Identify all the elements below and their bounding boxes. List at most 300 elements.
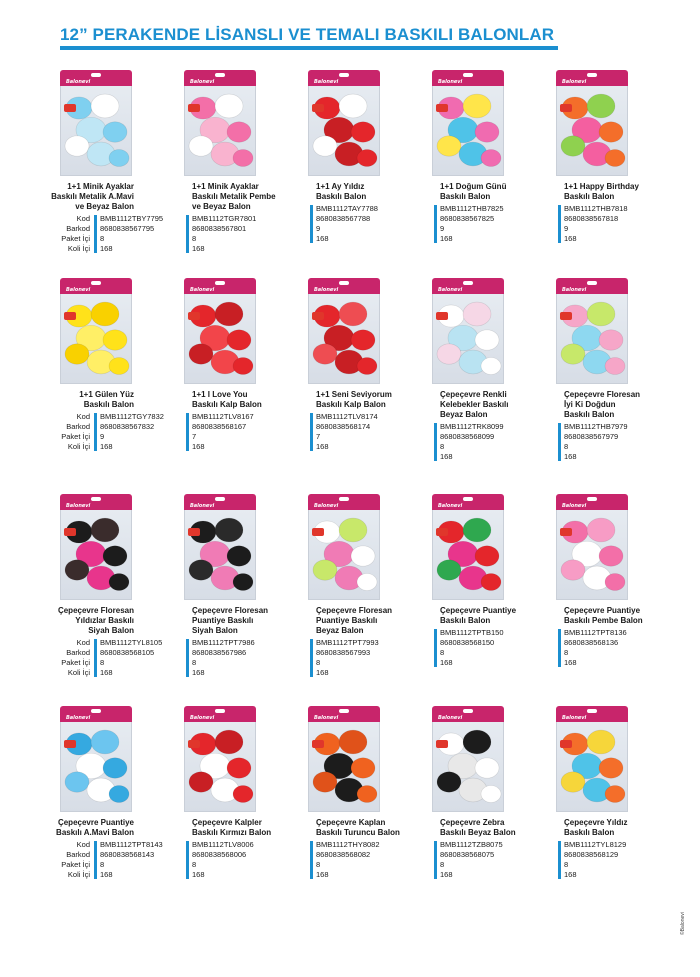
spec-value-koli: 168 — [100, 442, 113, 451]
package-sticker — [312, 312, 324, 320]
product-name-line: Baskılı Balon — [440, 616, 491, 625]
product-package-image — [308, 706, 380, 812]
product-name-line: Puantiye Baskılı — [316, 616, 378, 625]
spec-accent-bar — [94, 215, 97, 253]
balloon-shape — [109, 574, 129, 591]
product-package-image — [184, 494, 256, 600]
hang-hole — [215, 709, 225, 713]
package-sticker — [64, 528, 76, 536]
spec-accent-bar — [186, 841, 189, 879]
spec-value-paket: 8 — [440, 442, 445, 451]
balloon-shape — [227, 546, 251, 566]
spec-value-kod: BMB1112TZB8075 — [440, 840, 503, 849]
spec-value-paket: 9 — [316, 224, 321, 233]
spec-value-paket: 8 — [440, 648, 445, 657]
spec-values — [100, 214, 163, 254]
package-header — [432, 706, 504, 722]
product-name-line: Baskılı Pembe Balon — [564, 616, 643, 625]
balloon-shape — [481, 574, 501, 591]
balloons-illustration — [309, 86, 379, 174]
product-package-image — [556, 706, 628, 812]
product-name-line: Baskılı Kalp Balon — [192, 400, 262, 409]
product-name-line: Siyah Balon — [88, 626, 134, 635]
spec-value-paket: 8 — [100, 860, 105, 869]
spec-value-barkod: 8680838567795 — [100, 224, 155, 233]
spec-value-paket: 7 — [316, 432, 321, 441]
package-sticker — [436, 312, 448, 320]
spec-values — [440, 840, 503, 880]
spec-value-kod: BMB1112TPT8136 — [564, 628, 627, 637]
spec-value-paket: 8 — [316, 860, 321, 869]
spec-values — [564, 628, 627, 668]
spec-value-kod: BMB1112TPTB150 — [440, 628, 504, 637]
spec-value-koli: 168 — [564, 658, 577, 667]
balloons-illustration — [185, 86, 255, 174]
spec-label-kod: Kod — [76, 214, 90, 223]
spec-value-koli: 168 — [316, 870, 329, 879]
product-name-line: 1+1 Minik Ayaklar — [192, 182, 259, 191]
package-sticker — [188, 740, 200, 748]
balloon-shape — [189, 344, 213, 364]
product-name-line: Çepeçevre Floresan — [57, 606, 134, 615]
balloon-bag — [308, 86, 380, 176]
copyright-note: ©Balonevi — [680, 912, 686, 935]
balloon-bag — [184, 510, 256, 600]
product-name — [564, 390, 664, 420]
product-package-image — [432, 706, 504, 812]
spec-value-barkod: 8680838567993 — [316, 648, 371, 657]
package-header — [432, 494, 504, 510]
spec-value-koli: 168 — [192, 244, 205, 253]
package-header — [308, 706, 380, 722]
spec-value-kod: BMB1112TBY7795 — [100, 214, 164, 223]
spec-values — [564, 840, 626, 880]
spec-label-kod: Kod — [76, 638, 90, 647]
product-name-line: 1+1 Doğum Günü — [440, 182, 507, 191]
spec-labels — [42, 412, 90, 452]
product-name-line: Kelebekler Baskılı — [440, 400, 509, 409]
hang-hole — [587, 709, 597, 713]
product-name — [440, 606, 540, 626]
spec-value-kod: BMB1112TLV8006 — [192, 840, 254, 849]
balloon-shape — [65, 344, 89, 364]
spec-value-paket: 8 — [564, 442, 569, 451]
product-name-line: Çepeçevre Puantiye — [564, 606, 641, 615]
product-name — [192, 390, 292, 410]
balloon-bag — [60, 86, 132, 176]
product-name — [440, 182, 540, 202]
balloons-illustration — [61, 86, 131, 174]
brand-logo: Balonevi — [438, 715, 463, 721]
balloon-shape — [357, 786, 377, 803]
package-sticker — [436, 104, 448, 112]
balloon-bag — [184, 86, 256, 176]
spec-value-kod: BMB1112TLV8167 — [192, 412, 254, 421]
spec-label-kod: Kod — [76, 412, 90, 421]
page-header — [60, 24, 554, 46]
package-sticker — [312, 528, 324, 536]
spec-value-barkod: 8680838568174 — [316, 422, 371, 431]
product-name-line: Baskılı Kırmızı Balon — [192, 828, 272, 837]
balloon-shape — [215, 730, 243, 754]
product-name-line: 1+1 Minik Ayaklar — [67, 182, 134, 191]
product-name-line: Baskılı Balon — [316, 192, 367, 201]
balloon-shape — [587, 94, 615, 118]
spec-value-koli: 168 — [192, 668, 205, 677]
balloon-shape — [599, 758, 623, 778]
spec-value-koli: 168 — [316, 668, 329, 677]
brand-logo: Balonevi — [190, 79, 215, 85]
balloon-shape — [587, 302, 615, 326]
balloon-shape — [313, 136, 337, 156]
balloon-bag — [308, 722, 380, 812]
product-name-line: Baskılı Balon — [83, 400, 134, 409]
spec-accent-bar — [94, 639, 97, 677]
product-name-line: 1+1 I Love You — [192, 390, 248, 399]
spec-accent-bar — [310, 413, 313, 451]
spec-value-kod: BMB1112TLV8174 — [316, 412, 378, 421]
balloon-shape — [215, 94, 243, 118]
spec-value-kod: BMB1112TPT7993 — [316, 638, 379, 647]
balloon-bag — [184, 294, 256, 384]
hang-hole — [463, 709, 473, 713]
balloon-shape — [463, 302, 491, 326]
balloon-bag — [432, 294, 504, 384]
package-sticker — [188, 312, 200, 320]
spec-labels — [42, 214, 90, 254]
spec-value-paket: 8 — [192, 860, 197, 869]
balloon-bag — [308, 510, 380, 600]
brand-logo: Balonevi — [66, 79, 91, 85]
balloons-illustration — [557, 294, 627, 382]
product-name-line: Çepeçevre Floresan — [316, 606, 393, 615]
spec-accent-bar — [310, 841, 313, 879]
balloon-shape — [189, 560, 213, 580]
spec-accent-bar — [434, 205, 437, 243]
spec-value-barkod: 8680838567825 — [440, 214, 495, 223]
product-name — [316, 390, 416, 410]
balloon-bag — [60, 722, 132, 812]
balloon-shape — [351, 758, 375, 778]
product-name — [316, 182, 416, 202]
product-name-line: İyi Ki Doğdun — [564, 400, 616, 409]
balloon-shape — [339, 94, 367, 118]
balloon-shape — [357, 150, 377, 167]
spec-labels — [42, 840, 90, 880]
product-name-line: Baskılı Balon — [440, 192, 491, 201]
spec-label-kod: Kod — [76, 840, 90, 849]
product-card — [290, 706, 414, 918]
product-package-image — [60, 706, 132, 812]
product-package-image — [184, 278, 256, 384]
hang-hole — [91, 709, 101, 713]
balloon-shape — [227, 122, 251, 142]
balloons-illustration — [61, 722, 131, 810]
balloon-shape — [109, 786, 129, 803]
product-name-line: Çepeçevre Renkli — [440, 390, 507, 399]
balloon-bag — [556, 722, 628, 812]
balloon-shape — [357, 574, 377, 591]
balloon-shape — [227, 330, 251, 350]
balloon-shape — [605, 574, 625, 591]
spec-value-koli: 168 — [440, 452, 453, 461]
product-card — [414, 70, 538, 282]
balloon-shape — [481, 150, 501, 167]
brand-logo: Balonevi — [438, 503, 463, 509]
product-name-line: Çepeçevre Yıldız — [564, 818, 628, 827]
balloon-shape — [605, 786, 625, 803]
spec-label-paket: Paket İçi — [61, 658, 90, 667]
balloon-shape — [189, 136, 213, 156]
spec-value-paket: 8 — [440, 860, 445, 869]
product-name-line: 1+1 Happy Birthday — [564, 182, 639, 191]
spec-label-paket: Paket İçi — [61, 860, 90, 869]
product-name-line: Beyaz Balon — [440, 410, 488, 419]
balloons-illustration — [61, 510, 131, 598]
hang-hole — [587, 497, 597, 501]
spec-value-koli: 168 — [100, 668, 113, 677]
spec-value-barkod: 8680838568099 — [440, 432, 495, 441]
balloon-bag — [60, 510, 132, 600]
product-name-line: 1+1 Seni Seviyorum — [316, 390, 392, 399]
spec-values — [192, 214, 256, 254]
product-card — [290, 70, 414, 282]
spec-labels — [42, 638, 90, 678]
hang-hole — [587, 281, 597, 285]
spec-values — [316, 412, 378, 452]
package-header — [60, 494, 132, 510]
balloon-shape — [587, 518, 615, 542]
spec-value-koli: 168 — [192, 442, 205, 451]
spec-value-kod: BMB1112TPT8143 — [100, 840, 163, 849]
product-name-line: Çepeçevre Kalpler — [192, 818, 262, 827]
package-sticker — [64, 312, 76, 320]
package-header — [556, 494, 628, 510]
spec-value-kod: BMB1112THY8082 — [316, 840, 380, 849]
product-name-line: Baskılı Beyaz Balon — [440, 828, 516, 837]
product-card — [42, 70, 166, 282]
hang-hole — [587, 73, 597, 77]
spec-values — [316, 840, 380, 880]
product-name-line: Baskılı Metalik Pembe — [192, 192, 276, 201]
balloon-shape — [227, 758, 251, 778]
hang-hole — [91, 73, 101, 77]
spec-value-barkod: 8680838567818 — [564, 214, 619, 223]
balloon-shape — [351, 122, 375, 142]
spec-accent-bar — [434, 423, 437, 461]
spec-value-barkod: 8680838568167 — [192, 422, 247, 431]
spec-label-koli: Koli İçi — [67, 668, 90, 677]
balloon-shape — [91, 730, 119, 754]
product-name-line: Çepeçevre Puantiye — [57, 818, 134, 827]
spec-label-barkod: Barkod — [66, 850, 90, 859]
balloon-shape — [357, 358, 377, 375]
hang-hole — [339, 73, 349, 77]
product-name — [564, 818, 664, 838]
package-sticker — [560, 312, 572, 320]
balloon-shape — [437, 344, 461, 364]
package-sticker — [560, 740, 572, 748]
package-sticker — [64, 740, 76, 748]
package-header — [556, 278, 628, 294]
balloons-illustration — [557, 722, 627, 810]
product-card — [166, 706, 290, 918]
balloon-shape — [475, 330, 499, 350]
balloon-shape — [103, 330, 127, 350]
product-name-line: Çepeçevre Floresan — [564, 390, 641, 399]
spec-value-koli: 168 — [316, 234, 329, 243]
spec-values — [564, 204, 628, 244]
product-package-image — [60, 70, 132, 176]
package-header — [556, 706, 628, 722]
hang-hole — [91, 497, 101, 501]
package-sticker — [188, 528, 200, 536]
spec-label-paket: Paket İçi — [61, 432, 90, 441]
product-name-line: Çepeçevre Floresan — [192, 606, 269, 615]
spec-value-kod: BMB1112TAY7788 — [316, 204, 378, 213]
spec-value-barkod: 8680838567979 — [564, 432, 619, 441]
product-name-line: Baskılı Kalp Balon — [316, 400, 386, 409]
balloon-shape — [91, 518, 119, 542]
spec-value-barkod: 8680838568105 — [100, 648, 155, 657]
balloon-shape — [437, 560, 461, 580]
brand-logo: Balonevi — [190, 287, 215, 293]
package-header — [556, 70, 628, 86]
product-package-image — [556, 278, 628, 384]
product-package-image — [432, 70, 504, 176]
spec-label-barkod: Barkod — [66, 224, 90, 233]
brand-logo: Balonevi — [562, 79, 587, 85]
spec-value-kod: BMB1112TRK8099 — [440, 422, 504, 431]
product-name-line: Yıldızlar Baskılı — [75, 616, 134, 625]
spec-accent-bar — [94, 413, 97, 451]
package-sticker — [436, 528, 448, 536]
balloon-shape — [561, 560, 585, 580]
hang-hole — [463, 73, 473, 77]
balloon-shape — [65, 772, 89, 792]
brand-logo: Balonevi — [190, 715, 215, 721]
balloon-shape — [587, 730, 615, 754]
spec-values — [316, 204, 378, 244]
balloons-illustration — [309, 294, 379, 382]
spec-values — [316, 638, 379, 678]
spec-values — [440, 422, 504, 462]
product-name — [440, 818, 540, 838]
package-sticker — [560, 528, 572, 536]
package-header — [432, 70, 504, 86]
hang-hole — [339, 497, 349, 501]
brand-logo: Balonevi — [314, 503, 339, 509]
hang-hole — [339, 281, 349, 285]
balloon-shape — [233, 574, 253, 591]
balloon-bag — [432, 722, 504, 812]
balloon-shape — [599, 330, 623, 350]
spec-accent-bar — [558, 423, 561, 461]
brand-logo: Balonevi — [314, 715, 339, 721]
product-name-line: Çepeçevre Puantiye — [440, 606, 517, 615]
page-title: 12” PERAKENDE LİSANSLI VE TEMALI BASKILI BALONLAR — [60, 25, 555, 44]
balloon-bag — [308, 294, 380, 384]
product-name — [192, 182, 292, 212]
product-name-line: 1+1 Ay Yıldız — [316, 182, 365, 191]
spec-values — [100, 840, 163, 880]
product-name — [440, 390, 540, 420]
balloon-shape — [463, 518, 491, 542]
spec-accent-bar — [558, 205, 561, 243]
spec-label-barkod: Barkod — [66, 422, 90, 431]
spec-accent-bar — [186, 639, 189, 677]
spec-value-paket: 8 — [564, 648, 569, 657]
spec-value-koli: 168 — [100, 870, 113, 879]
balloon-bag — [60, 294, 132, 384]
product-package-image — [60, 278, 132, 384]
brand-logo: Balonevi — [438, 287, 463, 293]
product-name-line: ve Beyaz Balon — [75, 202, 134, 211]
balloons-illustration — [61, 294, 131, 382]
spec-accent-bar — [558, 841, 561, 879]
product-card — [166, 494, 290, 706]
product-package-image — [184, 706, 256, 812]
balloon-shape — [561, 136, 585, 156]
product-name — [316, 818, 416, 838]
product-name — [192, 606, 292, 636]
balloons-illustration — [433, 294, 503, 382]
balloon-shape — [437, 136, 461, 156]
spec-value-kod: BMB1112THB7825 — [440, 204, 504, 213]
spec-accent-bar — [434, 841, 437, 879]
balloon-shape — [339, 302, 367, 326]
balloon-shape — [109, 150, 129, 167]
product-card — [414, 494, 538, 706]
balloon-shape — [475, 758, 499, 778]
spec-value-kod: BMB1112TYL8105 — [100, 638, 163, 647]
spec-value-kod: BMB1112TPT7986 — [192, 638, 255, 647]
spec-values — [100, 638, 162, 678]
spec-value-koli: 168 — [564, 452, 577, 461]
product-name-line: Siyah Balon — [192, 626, 238, 635]
product-name-line: Çepeçevre Zebra — [440, 818, 505, 827]
brand-logo: Balonevi — [314, 287, 339, 293]
spec-values — [564, 422, 628, 462]
balloons-illustration — [557, 510, 627, 598]
balloon-shape — [109, 358, 129, 375]
balloon-shape — [561, 344, 585, 364]
product-name-line: Baskılı Turuncu Balon — [316, 828, 400, 837]
product-package-image — [60, 494, 132, 600]
product-card — [538, 278, 662, 490]
brand-logo: Balonevi — [66, 715, 91, 721]
balloon-shape — [351, 330, 375, 350]
brand-logo: Balonevi — [562, 503, 587, 509]
spec-value-barkod: 8680838568006 — [192, 850, 247, 859]
spec-value-paket: 8 — [564, 860, 569, 869]
product-name-line: Baskılı Balon — [564, 410, 615, 419]
spec-value-kod: BMB1112TYL8129 — [564, 840, 627, 849]
balloon-shape — [215, 302, 243, 326]
balloon-shape — [475, 122, 499, 142]
product-package-image — [184, 70, 256, 176]
spec-value-barkod: 8680838568129 — [564, 850, 619, 859]
spec-values — [100, 412, 164, 452]
balloon-shape — [313, 344, 337, 364]
spec-value-koli: 168 — [440, 658, 453, 667]
spec-value-paket: 8 — [316, 658, 321, 667]
package-sticker — [64, 104, 76, 112]
product-card — [290, 278, 414, 490]
balloon-shape — [189, 772, 213, 792]
product-package-image — [308, 278, 380, 384]
spec-accent-bar — [310, 205, 313, 243]
